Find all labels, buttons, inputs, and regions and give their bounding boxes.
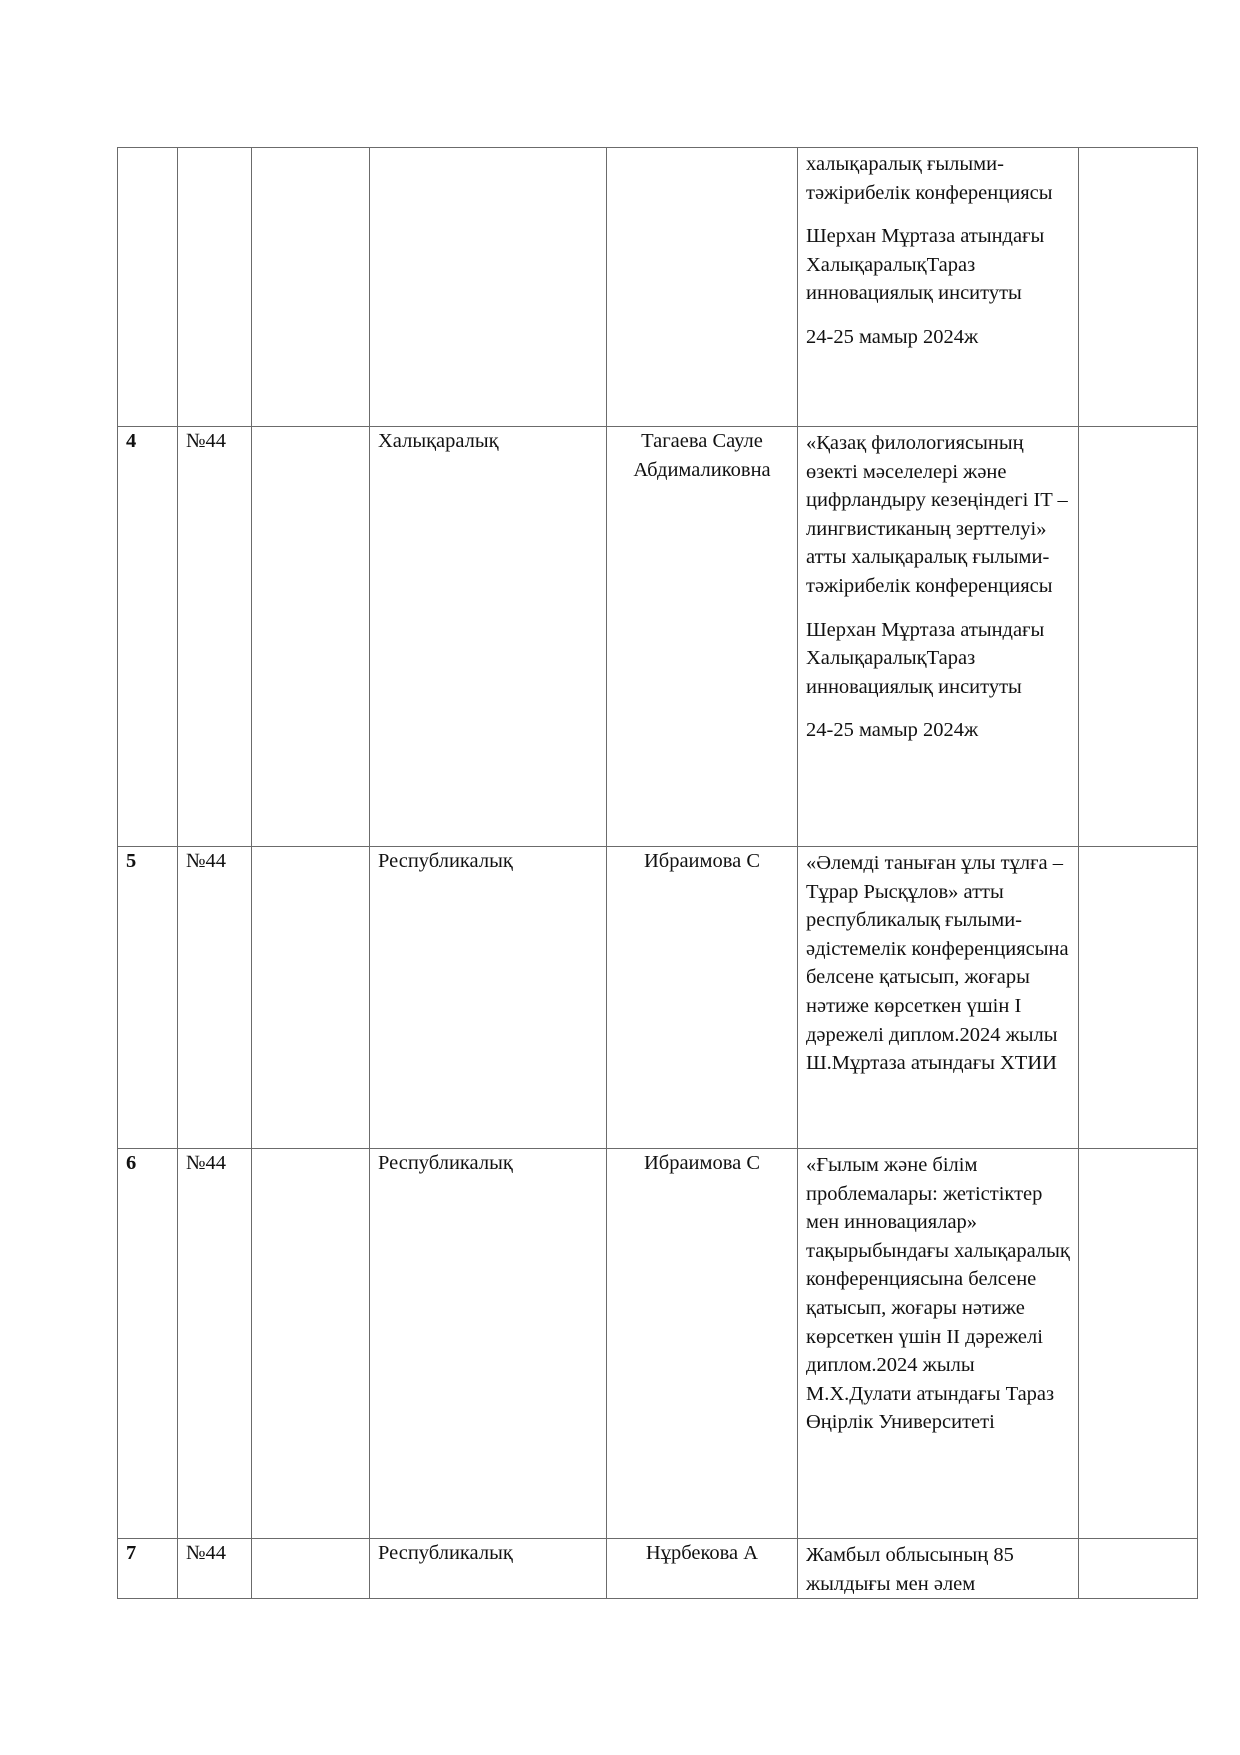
row-code: №44 [178, 1539, 252, 1599]
row-participant: Ибраимова С [607, 847, 798, 1149]
row-empty-cell [1079, 1539, 1198, 1599]
row-empty-cell [1079, 427, 1198, 847]
description-paragraph: 24-25 мамыр 2024ж [806, 719, 979, 742]
row-participant [607, 148, 798, 427]
row-description [798, 1149, 1079, 1539]
description-paragraph: «Әлемді таныған ұлы тұлға – Тұрар Рысқұлов» атты республикалық ғылыми-әдістемелік конференциясына белсене қатысып, жоғары нәтиже көрсеткен үшін І дәрежелі диплом.2024 жылы Ш.Мұртаза атындағы ХТИИ [806, 852, 1069, 1075]
row-participant: Нұрбекова А [607, 1539, 798, 1599]
row-empty-cell [252, 1539, 370, 1599]
row-empty-cell [1079, 847, 1198, 1149]
row-empty-cell [252, 427, 370, 847]
row-code [178, 148, 252, 427]
row-number: 5 [118, 847, 178, 1149]
row-participant: Ибраимова С [607, 1149, 798, 1539]
participation-table [117, 147, 1198, 1599]
row-description [798, 847, 1079, 1149]
row-code: №44 [178, 1149, 252, 1539]
row-empty-cell [252, 1149, 370, 1539]
row-empty-cell [252, 148, 370, 427]
row-level: Республикалық [370, 847, 607, 1149]
description-paragraph: «Ғылым және білім проблемалары: жетістіктер мен инновациялар» тақырыбындағы халықаралық конференциясына белсене қатысып, жоғары нәтиже көрсеткен үшін ІІ дәрежелі диплом.2024 жылы М.Х.Дулати атындағы Тараз Өңірлік Университеті [806, 1154, 1070, 1434]
row-number: 6 [118, 1149, 178, 1539]
row-level: Республикалық [370, 1149, 607, 1539]
row-empty-cell [1079, 1149, 1198, 1539]
row-description [798, 148, 1079, 427]
row-empty-cell [1079, 148, 1198, 427]
description-paragraph: Шерхан Мұртаза атындағы ХалықаралықТараз инновациялық инситуты [806, 618, 1045, 698]
row-participant: Тагаева Сауле Абдималиковна [607, 427, 798, 847]
row-level: Халықаралық [370, 427, 607, 847]
row-number: 4 [118, 427, 178, 847]
table-row [118, 1149, 1198, 1539]
row-description [798, 1539, 1079, 1599]
description-paragraph: Жамбыл облысының 85 жылдығы мен әлем [806, 1544, 1014, 1595]
table-row [118, 1539, 1198, 1599]
table-row [118, 847, 1198, 1149]
description-paragraph: Шерхан Мұртаза атындағы ХалықаралықТараз инновациялық инситуты [806, 225, 1045, 305]
row-level: Республикалық [370, 1539, 607, 1599]
row-level [370, 148, 607, 427]
row-empty-cell [252, 847, 370, 1149]
row-number [118, 148, 178, 427]
row-code: №44 [178, 427, 252, 847]
description-paragraph: 24-25 мамыр 2024ж [806, 325, 979, 348]
row-code: №44 [178, 847, 252, 1149]
row-description [798, 427, 1079, 847]
table-row [118, 427, 1198, 847]
description-paragraph: халықаралық ғылыми-тәжірибелік конференциясы [806, 153, 1053, 204]
table-row [118, 148, 1198, 427]
row-number: 7 [118, 1539, 178, 1599]
description-paragraph: «Қазақ филологиясының өзекті мәселелері және цифрландыру кезеңіндегі IT –лингвистиканың зерттелуі» атты халықаралық ғылыми-тәжірибелік конференциясы [806, 432, 1068, 597]
